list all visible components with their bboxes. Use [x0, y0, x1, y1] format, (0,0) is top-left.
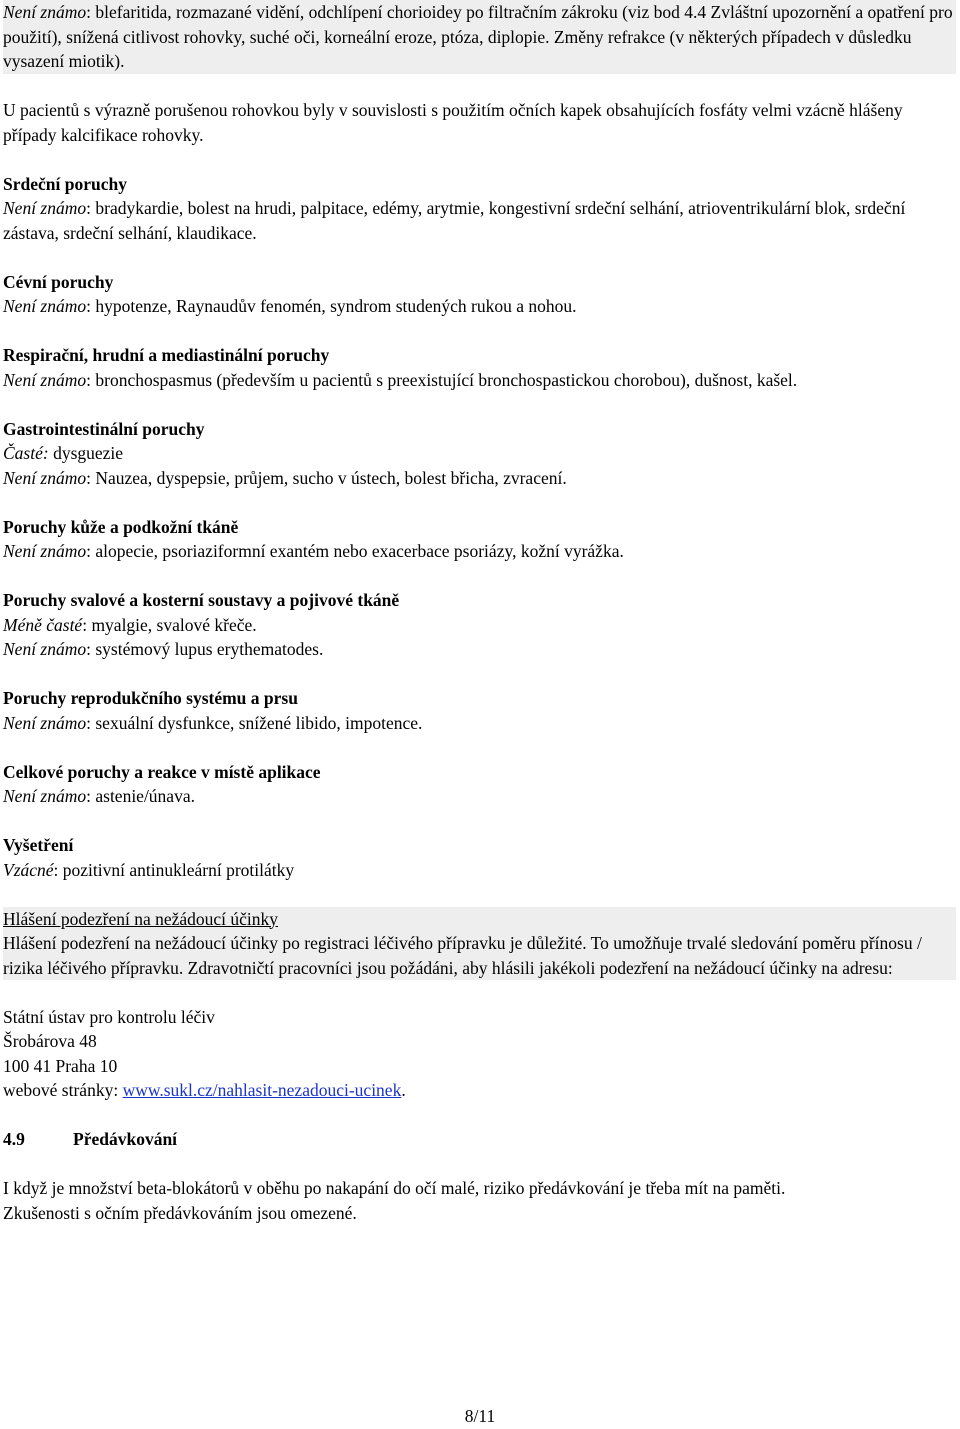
frequency-label: Není známo: [3, 198, 87, 218]
heading-general: Celkové poruchy a reakce v místě aplikace: [3, 761, 321, 782]
reporting-block: [3, 907, 956, 981]
musculo-line-1: [3, 613, 953, 638]
address-line-2: Šrobárova 48: [3, 1031, 97, 1051]
frequency-label: Není známo: [3, 786, 87, 806]
frequency-label: Méně časté: [3, 614, 83, 635]
general-line: [3, 784, 953, 809]
respiratory-line: [3, 368, 953, 393]
heading-skin: Poruchy kůže a podkožní tkáně: [3, 516, 239, 537]
repro-line: [3, 711, 953, 736]
vascular-text: : hypotenze, Raynaudův fenomén, syndrom studených rukou a nohou.: [86, 296, 577, 316]
heading-investigations: Vyšetření: [3, 835, 74, 855]
gastro-text-1: dysguezie: [48, 443, 124, 463]
section-number: 4.9: [3, 1129, 25, 1149]
reporting-website-link[interactable]: www.sukl.cz/nahlasit-nezadouci-ucinek: [122, 1080, 402, 1100]
section-4-9-heading: [3, 1127, 953, 1152]
address-line-3: 100 41 Praha 10: [3, 1055, 118, 1076]
cardiac-line: [3, 196, 953, 245]
frequency-label: Není známo: [3, 639, 87, 659]
frequency-label: Vzácné: [3, 859, 54, 880]
musculo-text-2: : systémový lupus erythematodes.: [86, 639, 324, 659]
reporting-heading: Hlášení podezření na nežádoucí účinky: [3, 908, 279, 929]
reporting-text: Hlášení podezření na nežádoucí účinky po registraci léčivého přípravku je důležité. To umožňuje trvalé sledování poměru přínosu / rizika léčivého přípravku. Zdravotničtí pracovníci jsou požádáni, aby hlásili jakékoli podezření na nežádoucí účinky na adresu:: [3, 933, 922, 978]
section-title: Předávkování: [73, 1129, 178, 1149]
investigations-text: : pozitivní antinukleární protilátky: [53, 859, 295, 880]
frequency-label: Není známo: [3, 712, 87, 733]
overdose-paragraph-2: Zkušenosti s očním předávkováním jsou omezené.: [3, 1202, 357, 1223]
intro-block: [3, 0, 956, 74]
musculo-text-1: : myalgie, svalové křeče.: [82, 614, 257, 635]
repro-text: : sexuální dysfunkce, snížené libido, impotence.: [86, 712, 423, 733]
heading-respiratory: Respirační, hrudní a mediastinální poruchy: [3, 345, 330, 365]
frequency-label: Časté:: [3, 443, 49, 463]
gastro-text-2: : Nauzea, dyspepsie, průjem, sucho v ústech, bolest břicha, zvracení.: [86, 467, 567, 488]
page-number: 8/11: [464, 1406, 496, 1426]
frequency-label: Není známo: [3, 541, 87, 561]
heading-cardiac: Srdeční poruchy: [3, 173, 127, 194]
intro-text: : blefaritida, rozmazané vidění, odchlípení chorioidey po filtračním zákroku (viz bod 4.4 Zvláštní upozornění a opatření pro použití), snížená citlivost rohovky, suché oči, korneální eroze, ptóza, diplopie. Změny refrakce (v některých případech v důsledku vysazení miotik).: [3, 2, 953, 71]
frequency-label: Není známo: [3, 296, 87, 316]
respiratory-text: : bronchospasmus (především u pacientů s preexistující bronchospastickou chorobou), dušnost, kašel.: [86, 369, 798, 390]
skin-text: : alopecie, psoriaziformní exantém nebo exacerbace psoriázy, kožní vyrážka.: [86, 541, 624, 561]
skin-line: [3, 539, 953, 564]
heading-vascular: Cévní poruchy: [3, 271, 114, 292]
overdose-paragraph-1: I když je množství beta-blokátorů v oběhu po nakapání do očí malé, riziko předávkování je třeba mít na paměti.: [3, 1178, 786, 1198]
address-web: [3, 1078, 953, 1103]
frequency-label: Není známo: [3, 467, 87, 488]
cardiac-text: : bradykardie, bolest na hrudi, palpitace, edémy, arytmie, kongestivní srdeční selhání, atrioventrikulární blok, srdeční zástava, srdeční selhání, klaudikace.: [3, 198, 906, 243]
address-line-1: Státní ústav pro kontrolu léčiv: [3, 1006, 215, 1027]
web-end: .: [401, 1080, 406, 1100]
document-page: [3, 0, 953, 1225]
intro-paragraph-1: [3, 0, 953, 74]
vascular-line: [3, 294, 953, 319]
heading-musculo: Poruchy svalové a kosterní soustavy a pojivové tkáně: [3, 590, 400, 610]
general-text: : astenie/únava.: [86, 786, 195, 806]
gastro-line-1: [3, 441, 953, 466]
musculo-line-2: [3, 637, 953, 662]
investigations-line: [3, 858, 953, 883]
heading-gastro: Gastrointestinální poruchy: [3, 418, 205, 439]
frequency-label: Není známo: [3, 2, 87, 22]
web-label: webové stránky:: [3, 1080, 123, 1100]
gastro-line-2: [3, 466, 953, 491]
heading-repro: Poruchy reprodukčního systému a prsu: [3, 688, 298, 708]
intro-paragraph-2: U pacientů s výrazně porušenou rohovkou byly v souvislosti s použitím očních kapek obsahujících fosfáty velmi vzácně hlášeny případy kalcifikace rohovky.: [3, 100, 903, 145]
frequency-label: Není známo: [3, 369, 87, 390]
